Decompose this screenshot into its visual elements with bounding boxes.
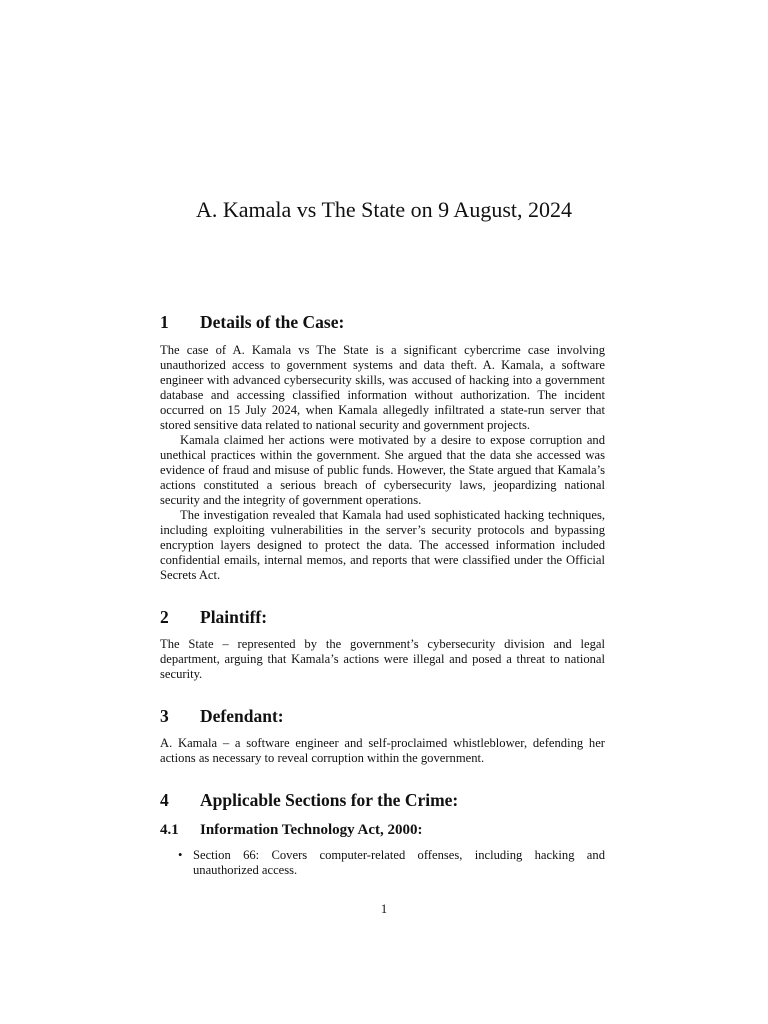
section-number: 4 <box>160 790 169 810</box>
bullet-icon: • <box>178 848 183 862</box>
section-heading-details <box>160 310 605 334</box>
list-item-text: Section 66: Covers computer-related offenses, including hacking and unauthorized access. <box>193 848 605 877</box>
section-heading-plaintiff <box>160 605 605 629</box>
bullet-list <box>160 848 605 878</box>
paragraph: A. Kamala – a software engineer and self-proclaimed whistleblower, defending her actions as necessary to reveal corruption within the government. <box>160 736 605 765</box>
paragraph: The case of A. Kamala vs The State is a significant cybercrime case involving unauthorized access to government systems and data theft. A. Kamala, a software engineer with advanced cybersecurity skills, was accused of hacking into a government database and accessing classified information without authorization. The incident occurred on 15 July 2024, when Kamala allegedly infiltrated a state-run server that stored sensitive data related to national security and government projects. <box>160 343 605 432</box>
section-heading-defendant <box>160 704 605 728</box>
section-title: Details of the Case: <box>200 312 345 332</box>
subsection-title: Information Technology Act, 2000: <box>200 822 423 838</box>
section-title: Defendant: <box>200 706 284 726</box>
section-number: 1 <box>160 312 169 332</box>
paragraph: Kamala claimed her actions were motivated by a desire to expose corruption and unethical practices within the government. She argued that the data she accessed was evidence of fraud and misuse of public funds. However, the State argued that Kamala’s actions constituted a serious breach of cybersecurity laws, jeopardizing national security and the integrity of government operations. <box>160 433 605 507</box>
section-title: Applicable Sections for the Crime: <box>200 790 459 810</box>
list-item <box>160 848 605 878</box>
section-number: 3 <box>160 706 169 726</box>
page-number: 1 <box>380 902 388 916</box>
paragraph: The investigation revealed that Kamala had used sophisticated hacking techniques, including exploiting vulnerabilities in the server’s security protocols and bypassing encryption layers designed to protect the data. The accessed information included confidential emails, internal memos, and reports that were classified under the Official Secrets Act. <box>160 508 605 582</box>
document-body <box>160 310 605 878</box>
section-title: Plaintiff: <box>200 607 268 627</box>
subsection-heading-it-act <box>160 820 605 840</box>
paragraph: The State – represented by the government’s cybersecurity division and legal department, arguing that Kamala’s actions were illegal and posed a threat to national security. <box>160 637 605 681</box>
section-number: 2 <box>160 607 169 627</box>
subsection-number: 4.1 <box>160 822 179 838</box>
section-heading-applicable-sections <box>160 788 605 812</box>
document-title: A. Kamala vs The State on 9 August, 2024 <box>196 197 572 222</box>
